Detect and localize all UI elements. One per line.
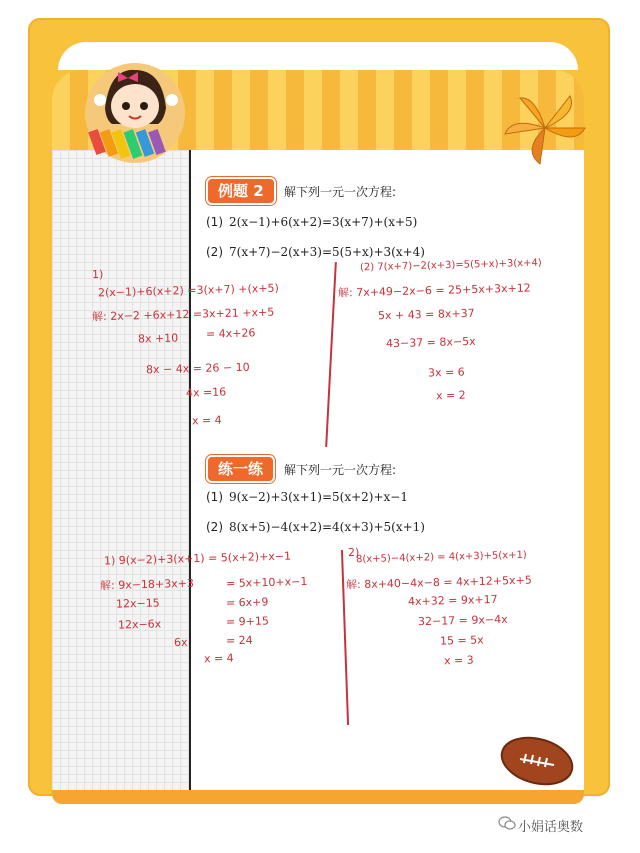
hw-ex2-line: 解: 7x+49−2x−6 = 25+5x+3x+12: [337, 281, 531, 300]
example-problem-1: [206, 215, 417, 229]
hw-pr2-line: 4x+32 = 9x+17: [407, 592, 498, 609]
hw-pr2-line: 8(x+5)−4(x+2) = 4(x+3)+5(x+1): [355, 549, 527, 566]
football-illustration: [498, 735, 576, 787]
hw-ex1-line: 8x − 4x = 26 − 10: [145, 360, 250, 377]
problem-number: (2): [206, 245, 223, 259]
hw-pr2-line: 15 = 5x: [439, 633, 484, 648]
practice-instruction: 解下列一元一次方程:: [284, 463, 397, 477]
practice-problem-1: [206, 490, 408, 504]
hw-pr1-line: = 9+15: [225, 614, 270, 629]
problem-equation: 7(x+7)−2(x+3)=5(5+x)+3(x+4): [229, 245, 425, 259]
hw-pr1-line: 12x−15: [115, 596, 160, 611]
hw-pr1-line: x = 4: [203, 651, 234, 666]
hw-pr1-line: 12x−6x: [117, 617, 162, 632]
problem-equation: 2(x−1)+6(x+2)=3(x+7)+(x+5): [229, 215, 418, 229]
leaf-illustration: [500, 88, 590, 168]
hw-pr2-line: 32−17 = 9x−4x: [417, 612, 508, 629]
hw-pr1-line: = 6x+9: [225, 595, 269, 610]
hw-ex2-line: 5x + 43 = 8x+37: [377, 306, 475, 323]
hw-ex1-line: = 4x+26: [205, 326, 256, 341]
example-instruction: 解下列一元一次方程:: [284, 185, 397, 199]
hw-ex1-line: 解: 2x−2 +6x+12 =3x+21 +x+5: [91, 305, 275, 324]
grid-margin: [52, 150, 191, 790]
example-problem-2: [206, 245, 425, 259]
hw-ex1-line: 2(x−1)+6(x+2) =3(x+7) +(x+5): [97, 281, 280, 300]
problem-equation: 9(x−2)+3(x+1)=5(x+2)+x−1: [229, 490, 408, 504]
hw-pr2-line: x = 3: [443, 653, 474, 668]
hw-pr1-line: 解: 9x−18+3x+3: [99, 576, 195, 593]
hw-ex1-line: 4x =16: [185, 385, 227, 400]
problem-number: (1): [206, 215, 223, 229]
hw-pr1-line: = 5x+10+x−1: [225, 574, 308, 591]
girl-xylophone-illustration: [80, 58, 190, 168]
hw-ex1-line: 8x +10: [137, 331, 179, 346]
hw-ex2-line: x = 2: [435, 388, 466, 403]
watermark-text: 小娟话奥数: [518, 820, 584, 835]
example-badge: 例题 2: [206, 177, 276, 205]
hw-pr1-line: 1) 9(x−2)+3(x+1) = 5(x+2)+x−1: [103, 549, 292, 568]
hw-pr1-line: = 24: [225, 633, 253, 648]
problem-number: (1): [206, 490, 223, 504]
practice-badge: 练一练: [206, 455, 275, 483]
hw-pr1-line: 6x: [173, 635, 188, 650]
practice-problem-2: [206, 520, 425, 534]
wechat-icon: [498, 815, 516, 831]
hw-ex2-line: 3x = 6: [427, 365, 465, 380]
problem-equation: 8(x+5)−4(x+2)=4(x+3)+5(x+1): [229, 520, 425, 534]
hw-ex1-line: x = 4: [191, 413, 222, 428]
problem-number: (2): [206, 520, 223, 534]
hw-pr2-line: 解: 8x+40−4x−8 = 4x+12+5x+5: [345, 573, 532, 592]
hw-ex2-line: (2) 7(x+7)−2(x+3)=5(5+x)+3(x+4): [359, 257, 542, 274]
hw-ex1-label: 1): [91, 267, 104, 282]
hw-pr2-line: 2): [347, 545, 360, 560]
hw-ex2-line: 43−37 = 8x−5x: [385, 334, 476, 351]
